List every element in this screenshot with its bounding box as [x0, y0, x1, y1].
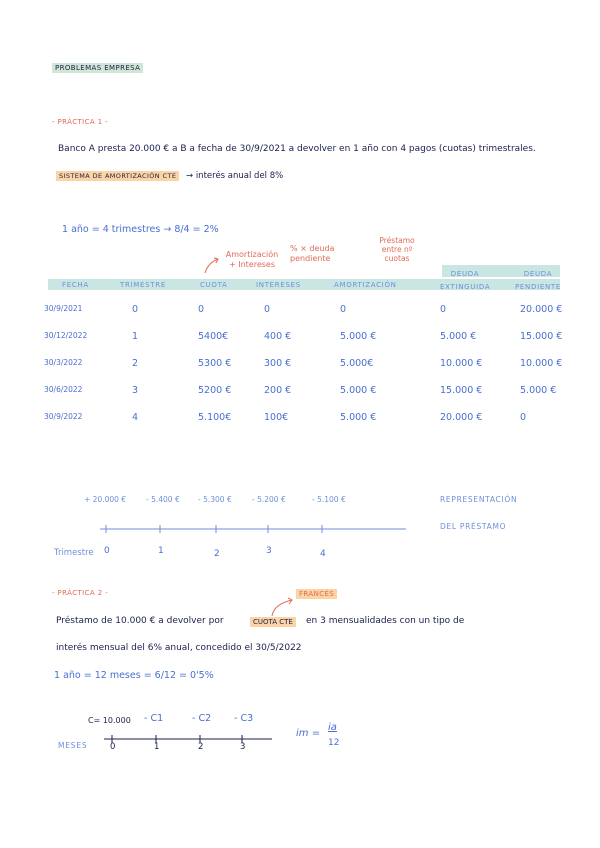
col-header-trimestre: TRIMESTRE [120, 281, 166, 289]
table-cell: 30/3/2022 [44, 358, 83, 367]
timeline-axis [100, 522, 410, 536]
timeline-tick: 2 [214, 549, 220, 559]
table-cell: 200 € [264, 385, 292, 396]
table-cell: 4 [132, 412, 139, 423]
table-cell: 30/12/2022 [44, 331, 88, 340]
table-cell: 100€ [264, 412, 289, 423]
table-cell: 20.000 € [440, 412, 483, 423]
table-cell: 15.000 € [520, 331, 563, 342]
col-header-intereses: INTERESES [256, 281, 301, 289]
timeline-tick: 3 [266, 546, 272, 556]
table-cell: 0 [520, 412, 527, 423]
note-percent-debt: % × deuda pendiente [290, 244, 335, 263]
timeline-value: - 5.100 € [312, 495, 346, 504]
col-header-cuota: CUOTA [200, 281, 228, 289]
timeline-value: + 20.000 € [84, 495, 127, 504]
constant-installment-highlight: CUOTA CTE [250, 617, 296, 627]
month-tick: 2 [198, 742, 204, 752]
table-cell: 5.000€ [340, 358, 374, 369]
note-amortization-plus-interest: Amortización + Intereses [225, 250, 279, 269]
practica2-conversion: 1 año = 12 meses = 6/12 = 0'5% [54, 670, 214, 681]
table-cell: 5400€ [198, 331, 229, 342]
table-cell: 10.000 € [440, 358, 483, 369]
table-cell: 5.000 € [340, 331, 377, 342]
table-cell: 5200 € [198, 385, 232, 396]
rate-note: → interés anual del 8% [186, 171, 284, 181]
formula-numerator: ia [328, 722, 337, 733]
representation-caption-2: DEL PRÉSTAMO [440, 522, 507, 531]
timeline-value: - 5.200 € [252, 495, 286, 504]
timeline-tick: 4 [320, 549, 326, 559]
table-cell: 30/9/2022 [44, 412, 83, 421]
note-loan-over-installments: Préstamo entre nº cuotas [379, 236, 415, 263]
french-method-tag: FRANCÉS [296, 589, 337, 599]
note-arrow-icon [200, 255, 230, 277]
table-cell: 5.000 € [340, 412, 377, 423]
formula-denominator: 12 [328, 738, 340, 748]
table-cell: 0 [340, 304, 347, 315]
month-value: - C3 [234, 713, 254, 724]
timeline-value: - 5.300 € [198, 495, 232, 504]
table-cell: 1 [132, 331, 139, 342]
table-cell: 0 [440, 304, 447, 315]
table-cell: 3 [132, 385, 139, 396]
practica2-heading: - PRÁCTICA 2 - [52, 589, 109, 597]
table-cell: 5300 € [198, 358, 232, 369]
col-header-deuda-extinguida: DEUDA EXTINGUIDA [440, 270, 491, 291]
timeline-tick: 0 [104, 546, 110, 556]
col-header-deuda-pendiente: DEUDA PENDIENTE [515, 270, 561, 291]
month-value: C= 10.000 [88, 716, 131, 725]
table-cell: 20.000 € [520, 304, 563, 315]
table-cell: 10.000 € [520, 358, 563, 369]
representation-caption-1: REPRESENTACIÓN [440, 495, 518, 504]
month-value: - C1 [144, 713, 164, 724]
practica2-line1a: Préstamo de 10.000 € a devolver por [56, 616, 224, 626]
timeline-value: - 5.400 € [146, 495, 180, 504]
practica1-conversion: 1 año = 4 trimestres → 8/4 = 2% [62, 224, 219, 235]
practica1-statement: Banco A presta 20.000 € a B a fecha de 30/9/2021 a devolver en 1 año con 4 pagos (cuotas) trimestrales. [58, 144, 536, 154]
month-tick: 1 [154, 742, 160, 752]
amortization-system-label: SISTEMA DE AMORTIZACIÓN CTE [56, 171, 179, 181]
timeline-tick: 1 [158, 546, 164, 556]
tag-arrow-icon [268, 596, 298, 618]
table-cell: 300 € [264, 358, 292, 369]
table-cell: 0 [264, 304, 271, 315]
col-header-amortizacion: AMORTIZACIÓN [334, 281, 397, 289]
table-cell: 5.000 € [440, 331, 477, 342]
formula-im: im = [296, 728, 321, 739]
col-header-fecha: FECHA [62, 281, 89, 289]
month-tick: 0 [110, 742, 116, 752]
table-cell: 5.000 € [520, 385, 557, 396]
table-cell: 400 € [264, 331, 292, 342]
practica2-line2: interés mensual del 6% anual, concedido el 30/5/2022 [56, 643, 302, 653]
table-cell: 5.000 € [340, 385, 377, 396]
month-tick: 3 [240, 742, 246, 752]
month-value: - C2 [192, 713, 212, 724]
table-cell: 30/6/2022 [44, 385, 83, 394]
table-cell: 0 [198, 304, 205, 315]
practica2-line1b: en 3 mensualidades con un tipo de [306, 616, 465, 626]
page-title: PROBLEMAS EMPRESA [52, 63, 143, 73]
practica1-heading: - PRÁCTICA 1 - [52, 118, 109, 126]
months-axis [104, 732, 276, 746]
timeline-label-trimestre: Trimestre [54, 548, 94, 558]
table-cell: 15.000 € [440, 385, 483, 396]
table-cell: 0 [132, 304, 139, 315]
table-cell: 5.100€ [198, 412, 232, 423]
timeline-label-meses: MESES [58, 741, 88, 750]
table-cell: 30/9/2021 [44, 304, 83, 313]
table-cell: 2 [132, 358, 139, 369]
